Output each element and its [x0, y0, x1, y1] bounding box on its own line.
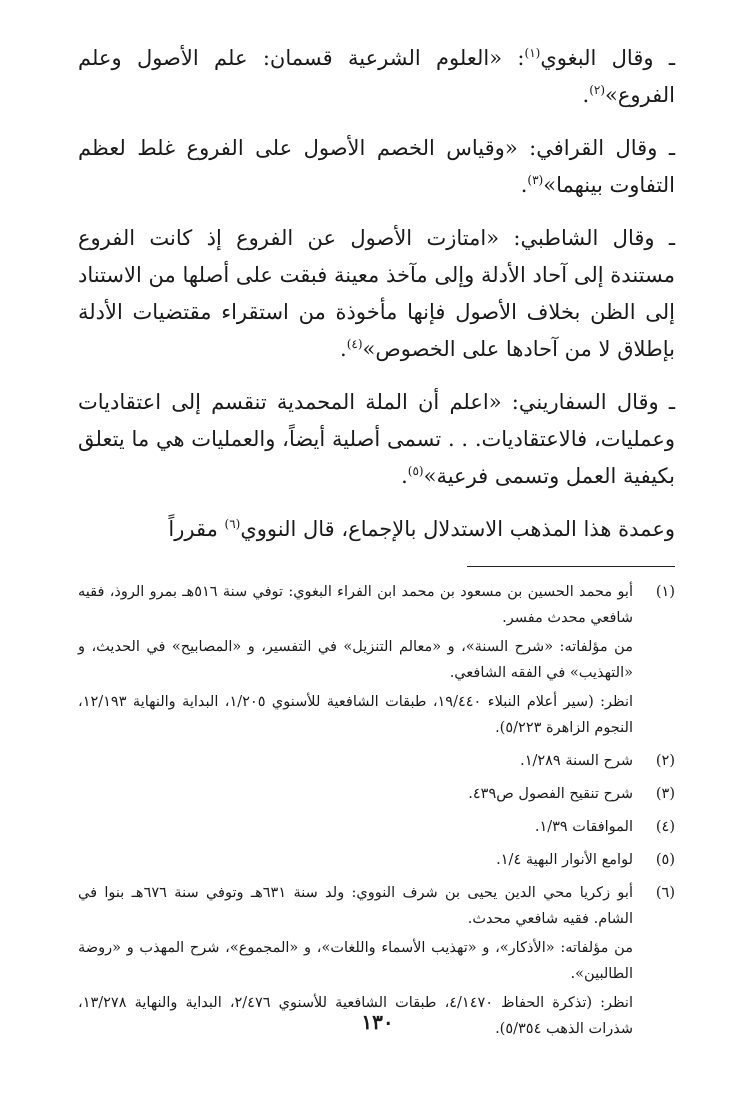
footnote-divider	[467, 566, 675, 567]
footnote-line: شرح السنة ١/٢٨٩.	[520, 753, 633, 769]
paragraph-baghawi: ـ وقال البغوي$^{(١)}$: «العلوم الشرعية قسمان: علم الأصول وعلم الفروع»$^{(٢)}$.	[78, 46, 676, 107]
footnote-ref[interactable]: (٥)	[407, 464, 424, 478]
page-number: ١٣٠	[361, 1010, 394, 1034]
footnote-2	[78, 748, 675, 777]
footnote-5	[78, 847, 675, 876]
footnote-number: (٥)	[655, 852, 675, 868]
footnote-line: لوامع الأنوار البهية ١/٤.	[496, 852, 633, 868]
footnote-number: (٦)	[655, 885, 675, 901]
footnote-line: انظر: (سير أعلام النبلاء ١٩/٤٤٠، طبقات الشافعية للأسنوي ١/٢٠٥، البداية والنهاية ١٢/١٩٣، النجوم الزاهرة ٥/٢٢٣).	[78, 694, 634, 736]
footnote-line: أبو زكريا محي الدين يحيى بن شرف النووي: ولد سنة ٦٣١هـ وتوفي سنة ٦٧٦هـ بنوا في الشام. فقيه شافعي محدث.	[78, 885, 633, 927]
footnote-3	[78, 781, 675, 810]
footnotes	[78, 579, 675, 1045]
paragraph-saffarini: ـ وقال السفاريني: «اعلم أن الملة المحمدية تنقسم إلى اعتقاديات وعمليات، فالاعتقاديات. . . تسمى أصلية أيضاً، والعمليات هي ما يتعلق بكيفية العمل وتسمى فرعية»$^{(٥)}$.	[78, 390, 675, 488]
footnote-number: (١)	[655, 584, 675, 600]
footnote-line: من مؤلفاته: «الأذكار»، و «تهذيب الأسماء واللغات»، و «المجموع»، شرح المهذب و «روضة الطالبين».	[78, 940, 633, 982]
paragraph-qarafi: ـ وقال القرافي: «وقياس الخصم الأصول على الفروع غلط لعظم التفاوت بينهما»$^{(٣)}$.	[78, 136, 675, 197]
footnote-ref[interactable]: (٢)	[589, 83, 606, 97]
footnote-line: الموافقات ١/٣٩.	[534, 819, 633, 835]
main-text	[78, 40, 675, 548]
paragraph-nawawi: وعمدة هذا المذهب الاستدلال بالإجماع، قال النووي$^{(٦)}$ مقرراً	[168, 517, 675, 541]
paragraph-shatibi: ـ وقال الشاطبي: «امتازت الأصول عن الفروع إذ كانت الفروع مستندة إلى آحاد الأدلة وإلى مآخذ معينة فبقت على أصلها من الاستناد إلى الظن بخلاف الأصول فإنها مأخوذة من استقراء مقتضيات الأدلة بإطلاق لا من آحادها على الخصوص»$^{(٤)}$.	[78, 226, 675, 361]
footnote-line: شرح تنقيح الفصول ص٤٣٩.	[468, 786, 633, 802]
footnote-line: أبو محمد الحسين بن مسعود بن محمد ابن الفراء البغوي: توفي سنة ٥١٦هـ بمرو الروذ، فقيه شافعي محدث مفسر.	[78, 584, 633, 626]
footnote-ref[interactable]: (١)	[524, 46, 541, 60]
footnote-line: انظر: (تذكرة الحفاظ ٤/١٤٧٠، طبقات الشافعية للأسنوي ٢/٤٧٦، البداية والنهاية ١٣/٢٧٨، شذرات الذهب ٥/٣٥٤).	[78, 995, 633, 1037]
footnote-number: (٣)	[655, 786, 675, 802]
footnote-line: من مؤلفاته: «شرح السنة»، و «معالم التنزيل» في التفسير، و «المصابيح» في الحديث، و «التهذيب» في الفقه الشافعي.	[78, 639, 633, 681]
footnote-ref[interactable]: (٤)	[346, 337, 363, 351]
footnote-4	[78, 814, 675, 843]
footnote-number: (٢)	[655, 753, 675, 769]
footnote-1	[78, 579, 675, 744]
footnote-ref[interactable]: (٣)	[527, 173, 544, 187]
footnote-number: (٤)	[655, 819, 675, 835]
footnote-ref[interactable]: (٦)	[224, 517, 241, 531]
